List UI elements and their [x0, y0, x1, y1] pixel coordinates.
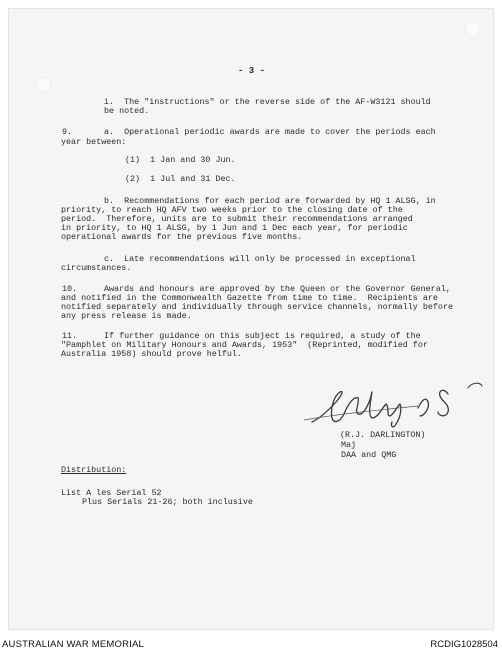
- page-number: - 3 -: [238, 66, 266, 76]
- text-line: Australia 1958) should prove helful.: [61, 349, 242, 359]
- text-line: operational awards for the previous five months.: [61, 232, 303, 242]
- signatory-name: (R.J. DARLINGTON): [340, 430, 426, 440]
- distribution-line: List A les Serial 52: [61, 488, 162, 498]
- text-line: period. Therefore, units are to submit their recommendations arranged: [61, 214, 413, 224]
- archive-reference: RCDIG1028504: [430, 639, 498, 650]
- text-line: Awards and honours are approved by the Queen or the Governor General,: [104, 284, 451, 294]
- archive-name: AUSTRALIAN WAR MEMORIAL: [2, 639, 145, 650]
- signatory-rank: Maj: [341, 440, 357, 450]
- punch-hole: [36, 78, 50, 92]
- text-line: (1) 1 Jan and 30 Jun.: [125, 155, 236, 165]
- text-line: i. The "instructions" or the reverse side of the AF-W3121 should: [104, 97, 431, 107]
- text-line: priority, to reach HQ AFV two weeks prior to the closing date of the: [61, 205, 403, 215]
- text-line: c. Late recommendations will only be processed in exceptional: [104, 254, 416, 264]
- punch-hole: [466, 22, 480, 36]
- text-line: and notified in the Commonwealth Gazette from time to time. Recipients are: [61, 293, 438, 303]
- text-line: notified separately and individually through service channels, normally before: [61, 302, 454, 312]
- signatory-appointment: DAA and QMG: [341, 450, 397, 460]
- text-line: a. Operational periodic awards are made to cover the periods each: [104, 127, 436, 137]
- distribution-heading: Distribution:: [61, 465, 127, 475]
- text-line: "Pamphlet on Military Honours and Awards, 1953" (Reprinted, modified for: [61, 340, 428, 350]
- archive-footer: [0, 636, 502, 653]
- text-line: 10.: [62, 284, 78, 294]
- text-line: 11.: [62, 331, 78, 341]
- distribution-line: Plus Serials 21-26; both inclusive: [82, 497, 253, 507]
- text-line: b. Recommendations for each period are forwarded by HQ 1 ALSG, in: [104, 196, 436, 206]
- text-line: circumstances.: [61, 263, 132, 273]
- text-line: 9.: [62, 127, 73, 137]
- text-line: be noted.: [104, 106, 150, 116]
- text-line: any press release is made.: [61, 311, 192, 321]
- text-line: year between:: [61, 137, 127, 147]
- text-line: If further guidance on this subject is required, a study of the: [104, 331, 421, 341]
- text-line: in priority, to HQ 1 ALSG, by 1 Jun and 1 Dec each year, for periodic: [61, 223, 408, 233]
- handwritten-signature: [298, 378, 484, 430]
- text-line: (2) 1 Jul and 31 Dec.: [125, 174, 236, 184]
